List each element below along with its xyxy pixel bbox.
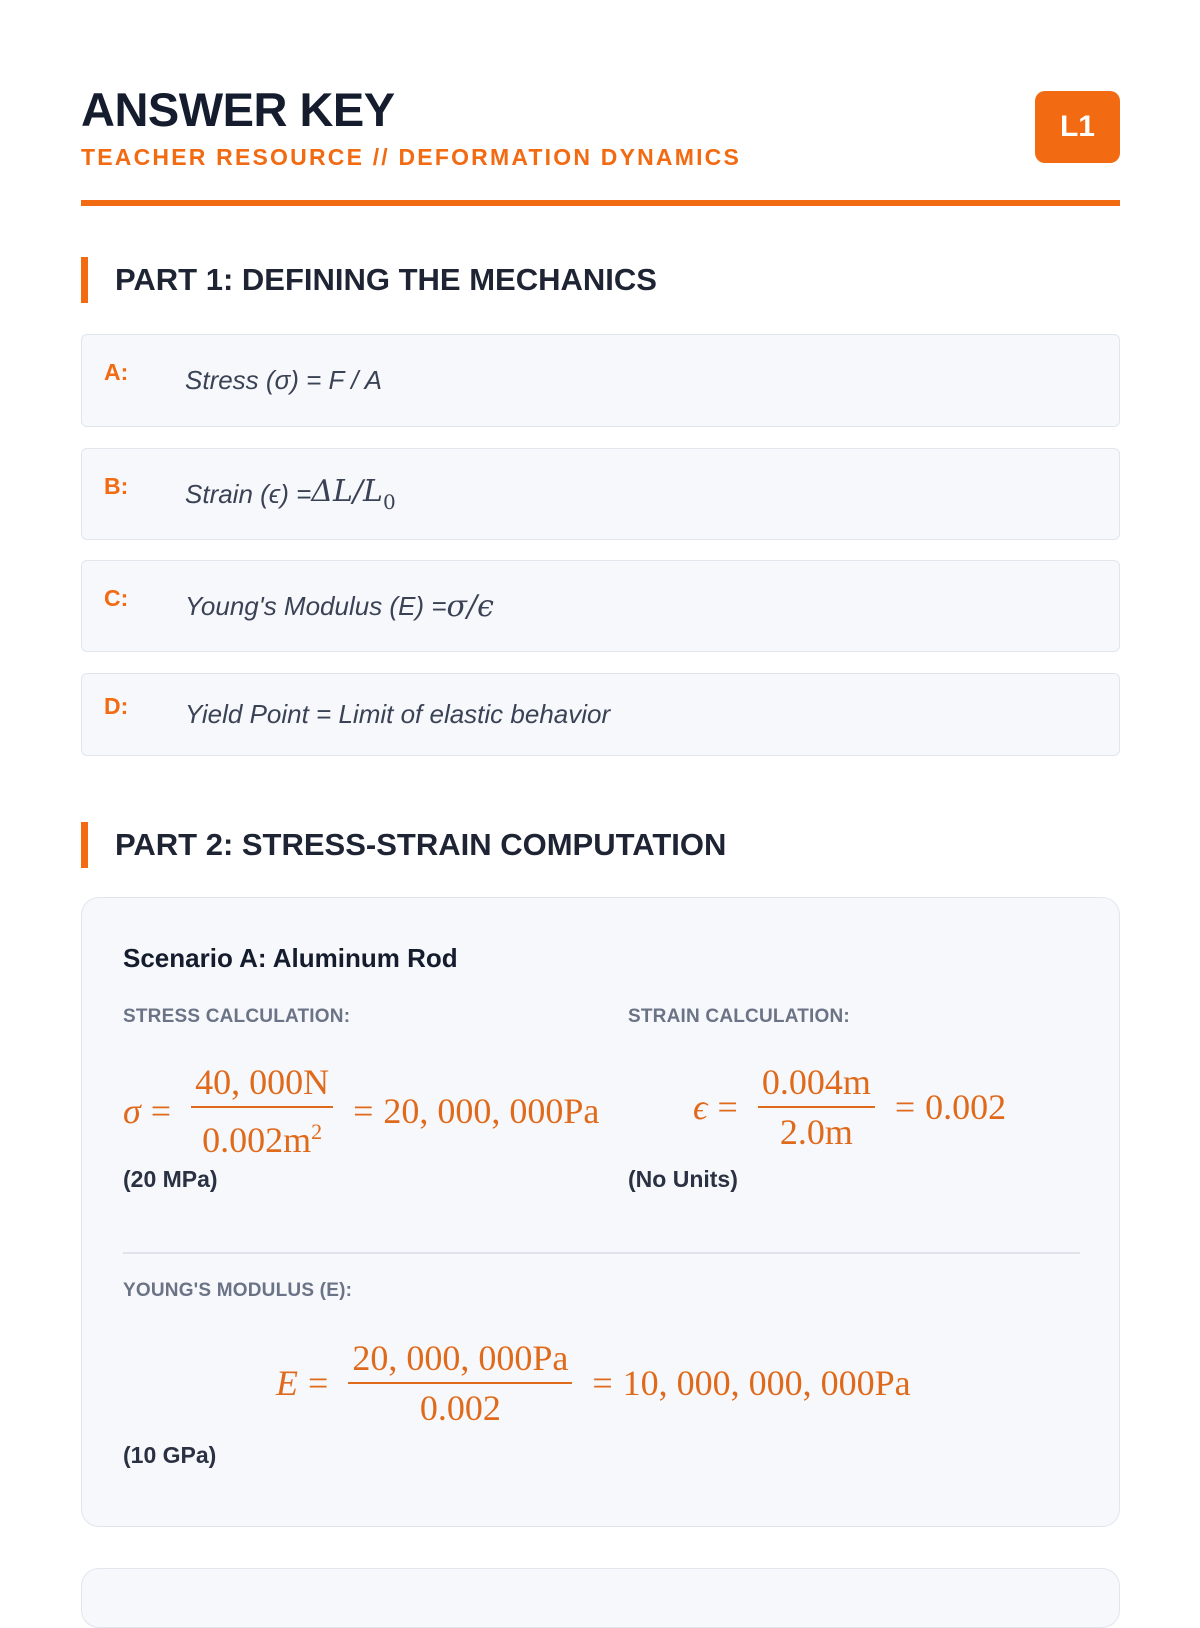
stress-fraction <box>191 1062 333 1160</box>
strain-formula-main: ΔL/L <box>311 474 383 509</box>
strain-denominator: 2.0m <box>779 1112 853 1152</box>
definition-letter: A: <box>104 359 129 385</box>
equals-sign: = <box>308 1363 329 1403</box>
strain-note: (No Units) <box>628 1166 738 1192</box>
definition-row-a <box>81 334 1120 427</box>
stress-label: STRESS CALCULATION: <box>123 1006 351 1027</box>
next-scenario-card <box>81 1568 1120 1628</box>
modulus-equation <box>276 1338 911 1428</box>
stress-denominator <box>198 1108 326 1160</box>
strain-equation <box>693 1062 1006 1152</box>
definition-letter: B: <box>104 472 129 499</box>
modulus-denominator: 0.002 <box>419 1388 501 1428</box>
equals-sign: = <box>894 1087 916 1127</box>
equals-sign: = <box>717 1087 738 1127</box>
equals-sign: = <box>150 1091 172 1131</box>
definition-row-c <box>81 560 1120 652</box>
header-divider <box>81 200 1120 206</box>
stress-note: (20 MPa) <box>123 1166 218 1192</box>
stress-equation <box>123 1062 599 1160</box>
definition-text <box>185 449 396 539</box>
stress-denominator-base: 0.002m <box>202 1120 312 1160</box>
definition-row-d <box>81 673 1120 756</box>
definition-letter: C: <box>104 584 129 611</box>
scenario-title: Scenario A: Aluminum Rod <box>123 943 458 973</box>
modulus-label: YOUNG'S MODULUS (E): <box>123 1280 353 1301</box>
part1-heading: PART 1: DEFINING THE MECHANICS <box>81 257 1120 303</box>
strain-symbol: ϵ <box>693 1087 708 1127</box>
definition-prefix: Young's Modulus (E) = <box>185 590 447 621</box>
modulus-numerator: 20, 000, 000Pa <box>348 1338 572 1384</box>
definition-text: Stress (σ) = F / A <box>185 365 382 395</box>
page-title: ANSWER KEY <box>81 83 395 136</box>
definition-letter: D: <box>104 693 129 719</box>
modulus-symbol: E <box>276 1363 298 1403</box>
definition-text <box>185 561 494 651</box>
modulus-result: 10, 000, 000, 000Pa <box>622 1363 911 1403</box>
strain-formula <box>311 474 395 514</box>
stress-numerator: 40, 000N <box>191 1062 333 1108</box>
equals-sign: = <box>592 1363 613 1403</box>
page-subtitle: TEACHER RESOURCE // DEFORMATION DYNAMICS <box>81 144 742 170</box>
definition-text: Yield Point = Limit of elastic behavior <box>185 699 611 729</box>
modulus-formula: σ/ϵ <box>446 588 494 624</box>
stress-result: 20, 000, 000Pa <box>383 1091 600 1131</box>
modulus-fraction <box>348 1338 572 1428</box>
stress-symbol: σ <box>123 1091 141 1131</box>
strain-result: 0.002 <box>925 1087 1007 1127</box>
strain-numerator: 0.004m <box>758 1062 875 1108</box>
definition-row-b <box>81 448 1120 540</box>
equals-sign: = <box>353 1091 374 1131</box>
strain-label: STRAIN CALCULATION: <box>628 1006 850 1027</box>
level-badge: L1 <box>1035 91 1120 163</box>
strain-fraction <box>758 1062 875 1152</box>
card-divider <box>123 1252 1080 1254</box>
scenario-card <box>81 897 1120 1527</box>
definition-prefix: Strain (ϵ) = <box>185 478 312 509</box>
stress-denominator-exponent: 2 <box>311 1119 323 1144</box>
part2-heading: PART 2: STRESS-STRAIN COMPUTATION <box>81 822 1120 868</box>
strain-formula-subscript: 0 <box>382 490 396 514</box>
modulus-note: (10 GPa) <box>123 1442 217 1468</box>
